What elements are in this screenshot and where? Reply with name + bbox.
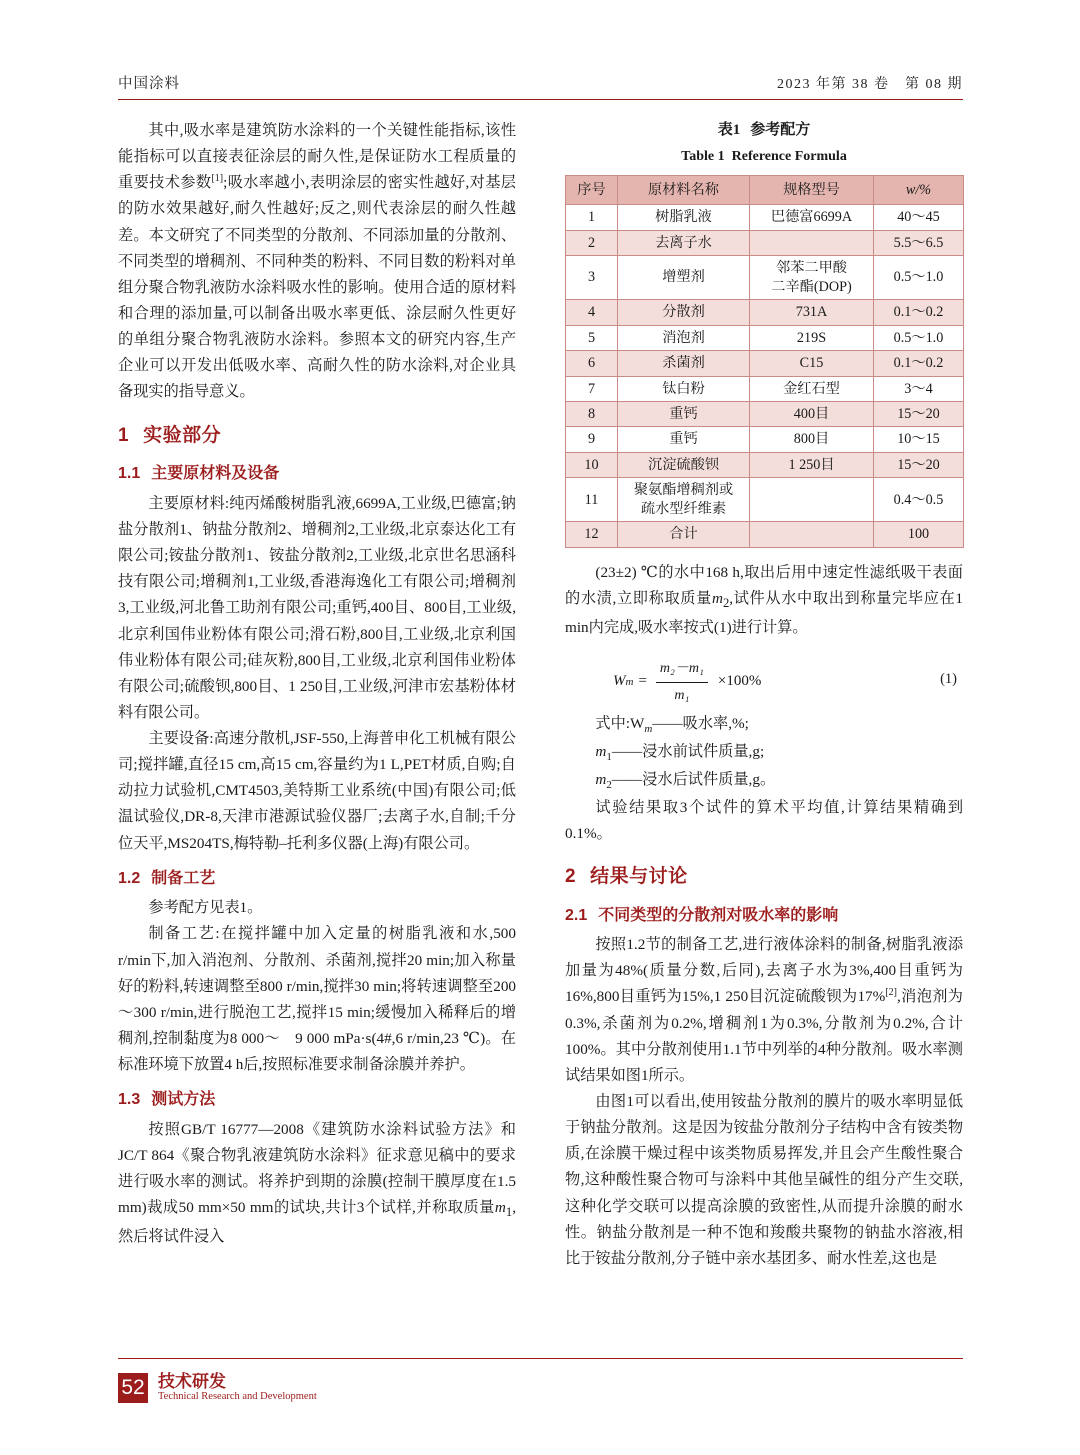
table-header-cell: w/% bbox=[874, 175, 964, 204]
table-cell: 2 bbox=[566, 230, 618, 255]
table-body bbox=[566, 205, 964, 547]
right-column bbox=[565, 118, 963, 1272]
table-cell: 5 bbox=[566, 325, 618, 350]
table-row bbox=[566, 300, 964, 325]
equation-lhs: W bbox=[613, 673, 626, 690]
subsection-1-2-title: 制备工艺 bbox=[151, 869, 216, 887]
table-caption-cn-text: 参考配方 bbox=[750, 122, 811, 138]
table-row bbox=[566, 522, 964, 547]
section-1-number: 1 bbox=[118, 424, 130, 446]
page-number: 52 bbox=[118, 1373, 148, 1403]
table-caption-en-number: Table 1 bbox=[681, 148, 725, 164]
subsection-heading-1-2 bbox=[118, 865, 516, 893]
table-cell: 731A bbox=[750, 300, 874, 325]
paragraph-materials: 主要原材料:纯丙烯酸树脂乳液,6699A,工业级,巴德富;钠盐分散剂1、钠盐分散剂2、增稠剂2,工业级,北京泰达化工有限公司;铵盐分散剂1、铵盐分散剂2,工业级,北京世名思涵科技有限公司;增稠剂1,工业级,香港海逸化工有限公司;增稠剂3,工业级,河北鲁工助剂有限公司;重钙,400目、800目,工业级,北京利国伟业粉体有限公司;滑石粉,800目,工业级,北京利国伟业粉体有限公司;硅灰粉,800目,工业级,北京利国伟业粉体有限公司;硫酸钡,800目、1 250目,工业级,河津市宏基粉体材料有限公司。 bbox=[118, 494, 516, 721]
where-3-sub: 2 bbox=[606, 778, 612, 791]
equation-denominator: m₁ bbox=[674, 687, 690, 703]
table-caption-cn bbox=[565, 118, 963, 144]
header-divider bbox=[118, 99, 963, 100]
subsection-1-1-number: 1.1 bbox=[118, 465, 141, 483]
table-cell: 邻苯二甲酸 二辛酯(DOP) bbox=[750, 256, 874, 300]
subsection-heading-2-1 bbox=[565, 902, 963, 930]
table-cell bbox=[750, 478, 874, 522]
table-row bbox=[566, 376, 964, 401]
subsection-1-3-title: 测试方法 bbox=[151, 1091, 216, 1109]
table-cell: 杀菌剂 bbox=[618, 351, 750, 376]
equation-fraction bbox=[656, 657, 708, 708]
table-cell bbox=[750, 230, 874, 255]
where-2-rest: ——浸水前试件质量,g; bbox=[611, 742, 765, 760]
table-caption-cn-number: 表1 bbox=[717, 122, 741, 138]
table-cell: 15～20 bbox=[874, 401, 964, 426]
table-cell: 3～4 bbox=[874, 376, 964, 401]
paragraph-formula-ref: 参考配方见表1。 bbox=[148, 899, 263, 917]
table-cell: 重钙 bbox=[618, 427, 750, 452]
table-cell: 219S bbox=[750, 325, 874, 350]
paragraph-soak-test: (23±2) ℃的水中168 h,取出后用中速定性滤纸吸干表面的水渍,立即称取质量$m_2$,试件从水中取出到称量完毕应在1 min内完成,吸水率按式(1)进行计算。 bbox=[565, 563, 964, 636]
where-2-label: m bbox=[595, 742, 607, 760]
footer-divider bbox=[118, 1358, 963, 1359]
reference-formula-table bbox=[565, 175, 964, 548]
table-caption-en bbox=[565, 145, 963, 169]
paragraph-experiment-setup: 按照1.2节的制备工艺,进行液体涂料的制备,树脂乳液添加量为48%(质量分数,后同),去离子水为3%,400目重钙为16%,800目重钙为15%,1 250目沉淀硫酸钡为17%[2],消泡剂为0.3%,杀菌剂为0.2%,增稠剂1为0.3%,分散剂为0.2%,合计100%。其中分散剂使用1.1节中列举的4种分散剂。吸水率测试结果如图1所示。 bbox=[565, 936, 963, 1084]
page-footer bbox=[118, 1373, 317, 1403]
table-cell: 100 bbox=[874, 522, 964, 547]
table-cell: 10 bbox=[566, 452, 618, 477]
table-cell: 聚氨酯增稠剂或 疏水型纤维素 bbox=[618, 478, 750, 522]
section-heading-1 bbox=[118, 420, 516, 453]
subsection-1-1-title: 主要原材料及设备 bbox=[151, 465, 280, 483]
table-cell bbox=[750, 522, 874, 547]
table-header-row bbox=[566, 175, 964, 204]
table-cell: 1 250目 bbox=[750, 452, 874, 477]
equation-lhs-sub: m bbox=[625, 675, 634, 688]
subsection-heading-1-1 bbox=[118, 460, 516, 488]
where-1-sub: m bbox=[644, 722, 653, 735]
table-cell: 7 bbox=[566, 376, 618, 401]
table-cell: 0.5～1.0 bbox=[874, 256, 964, 300]
table-row bbox=[566, 427, 964, 452]
table-cell: 去离子水 bbox=[618, 230, 750, 255]
equation-where-3 bbox=[565, 767, 963, 795]
page-header bbox=[118, 72, 963, 93]
subsection-1-2-number: 1.2 bbox=[118, 869, 141, 887]
paragraph-test-method: 按照GB/T 16777—2008《建筑防水涂料试验方法》和JC/T 864《聚合物乳液建筑防水涂料》征求意见稿中的要求进行吸水率的测试。将养护到期的涂膜(控制干膜厚度在1.5 mm)裁成50 mm×50 mm的试块,共计3个试样,并称取质量$m_1$,然后将试件浸入 bbox=[118, 1120, 516, 1246]
paragraph-result-precision: 试验结果取3个试件的算术平均值,计算结果精确到0.1%。 bbox=[565, 798, 963, 842]
subsection-heading-1-3 bbox=[118, 1086, 516, 1114]
paragraph-intro: 其中,吸水率是建筑防水涂料的一个关键性能指标,该性能指标可以直接表征涂层的耐久性,是保证防水工程质量的重要技术参数[1];吸水率越小,表明涂层的密实性越好,对基层的防水效果越好,耐久性越好;反之,则代表涂层的耐久性越差。本文研究了不同类型的分散剂、不同添加量的分散剂、不同类型的增稠剂、不同种类的粉料、不同目数的粉料对单组分聚合物乳液防水涂料吸水性的影响。使用合适的原材料和合理的添加量,可以制备出吸水率更低、涂层耐久性更好的单组分聚合物乳液防水涂料。参照本文的研究内容,生产企业可以开发出低吸水率、高耐久性的防水涂料,对企业具备现实的指导意义。 bbox=[118, 122, 516, 401]
left-column bbox=[118, 118, 516, 1250]
paragraph-equipment: 主要设备:高速分散机,JSF-550,上海普申化工机械有限公司;搅拌罐,直径15 cm,高15 cm,容量约为1 L,PET材质,自购;自动拉力试验机,CMT4503,美特斯工业系统(中国)有限公司;低温试验仪,DR-8,天津市港源试验仪器厂;去离子水,自制;千分位天平,MS204TS,梅特勒–托利多仪器(上海)有限公司。 bbox=[118, 730, 516, 852]
table-header-cell: 序号 bbox=[566, 175, 618, 204]
table-cell: 12 bbox=[566, 522, 618, 547]
paragraph-discussion: 由图1可以看出,使用铵盐分散剂的膜片的吸水率明显低于钠盐分散剂。这是因为铵盐分散剂分子结构中含有铵类物质,在涂膜干燥过程中该类物质易挥发,并且会产生酸性聚合物,这种酸性聚合物可与涂料中其他呈碱性的组分产生交联,这种化学交联可以提高涂膜的致密性,从而提升涂膜的耐水性。钠盐分散剂是一种不饱和羧酸共聚物的钠盐水溶液,相比于铵盐分散剂,分子链中亲水基团多、耐水性差,这也是 bbox=[565, 1092, 963, 1267]
where-3-label: m bbox=[595, 770, 607, 788]
paragraph-process: 制备工艺:在搅拌罐中加入定量的树脂乳液和水,500 r/min下,加入消泡剂、分散剂、杀菌剂,搅拌20 min;加入称量好的粉料,转速调整至800 r/min,搅拌30 min;将转速调整至200～300 r/min,进行脱泡工艺,搅拌15 min;缓慢加入稀释后的增稠剂,控制黏度为8 000～ 9 000 mPa·s(4#,6 r/min,23 ℃)。在标准环境下放置4 h后,按照标准要求制备涂膜并养护。 bbox=[118, 925, 516, 1074]
where-2-sub: 1 bbox=[606, 750, 612, 763]
subsection-1-3-number: 1.3 bbox=[118, 1091, 141, 1109]
table-cell: 重钙 bbox=[618, 401, 750, 426]
table-cell: 15～20 bbox=[874, 452, 964, 477]
table-cell: 9 bbox=[566, 427, 618, 452]
equation-numerator: m₂－m₁ bbox=[656, 657, 708, 683]
table-cell: 沉淀硫酸钡 bbox=[618, 452, 750, 477]
section-2-number: 2 bbox=[565, 865, 577, 887]
table-caption-en-text: Reference Formula bbox=[731, 148, 847, 164]
table-row bbox=[566, 351, 964, 376]
table-cell: 400目 bbox=[750, 401, 874, 426]
table-cell: 40～45 bbox=[874, 205, 964, 230]
table-row bbox=[566, 256, 964, 300]
where-1-rest: ——吸水率,%; bbox=[652, 714, 749, 732]
equation-expression bbox=[613, 657, 761, 708]
table-cell: 金红石型 bbox=[750, 376, 874, 401]
table-cell: 3 bbox=[566, 256, 618, 300]
table-row bbox=[566, 452, 964, 477]
footer-label-en: Technical Research and Development bbox=[158, 1391, 317, 1403]
equation-equals: = bbox=[638, 673, 647, 690]
table-cell: 6 bbox=[566, 351, 618, 376]
table-cell: 树脂乳液 bbox=[618, 205, 750, 230]
table-cell: 8 bbox=[566, 401, 618, 426]
table-cell: 800目 bbox=[750, 427, 874, 452]
table-cell: 0.1～0.2 bbox=[874, 300, 964, 325]
equation-where-2 bbox=[565, 739, 963, 767]
table-cell: 11 bbox=[566, 478, 618, 522]
table-cell: 巴德富6699A bbox=[750, 205, 874, 230]
where-1-label: 式中:W bbox=[595, 714, 645, 732]
table-cell: 增塑剂 bbox=[618, 256, 750, 300]
table-header-cell: 原材料名称 bbox=[618, 175, 750, 204]
table-cell: 0.4～0.5 bbox=[874, 478, 964, 522]
table-row bbox=[566, 325, 964, 350]
table-row bbox=[566, 205, 964, 230]
equation-where-1 bbox=[565, 711, 963, 739]
table-cell: 钛白粉 bbox=[618, 376, 750, 401]
table-row bbox=[566, 478, 964, 522]
journal-name: 中国涂料 bbox=[118, 76, 180, 92]
equation-multiplier: ×100% bbox=[717, 673, 762, 690]
subsection-2-1-title: 不同类型的分散剂对吸水率的影响 bbox=[598, 906, 839, 924]
subsection-2-1-number: 2.1 bbox=[565, 906, 588, 924]
table-cell: 0.5～1.0 bbox=[874, 325, 964, 350]
footer-label bbox=[158, 1373, 317, 1403]
section-heading-2 bbox=[565, 861, 963, 894]
table-cell: 消泡剂 bbox=[618, 325, 750, 350]
table-cell: 分散剂 bbox=[618, 300, 750, 325]
table-cell: 4 bbox=[566, 300, 618, 325]
table-header-cell: 规格型号 bbox=[750, 175, 874, 204]
table-cell: C15 bbox=[750, 351, 874, 376]
issue-info: 2023 年第 38 卷 第 08 期 bbox=[777, 77, 963, 92]
table-row bbox=[566, 230, 964, 255]
table-row bbox=[566, 401, 964, 426]
where-3-rest: ——浸水后试件质量,g。 bbox=[611, 770, 776, 788]
section-1-title: 实验部分 bbox=[143, 424, 222, 446]
table-cell: 5.5～6.5 bbox=[874, 230, 964, 255]
reference-marker: [2] bbox=[885, 987, 897, 999]
table-cell: 10～15 bbox=[874, 427, 964, 452]
table-cell: 合计 bbox=[618, 522, 750, 547]
footer-label-cn: 技术研发 bbox=[158, 1371, 226, 1391]
table-cell: 0.1～0.2 bbox=[874, 351, 964, 376]
reference-marker: [1] bbox=[211, 173, 224, 185]
section-2-title: 结果与讨论 bbox=[590, 865, 688, 887]
equation-1 bbox=[565, 655, 963, 701]
table-cell: 1 bbox=[566, 205, 618, 230]
equation-number: (1) bbox=[940, 670, 957, 687]
